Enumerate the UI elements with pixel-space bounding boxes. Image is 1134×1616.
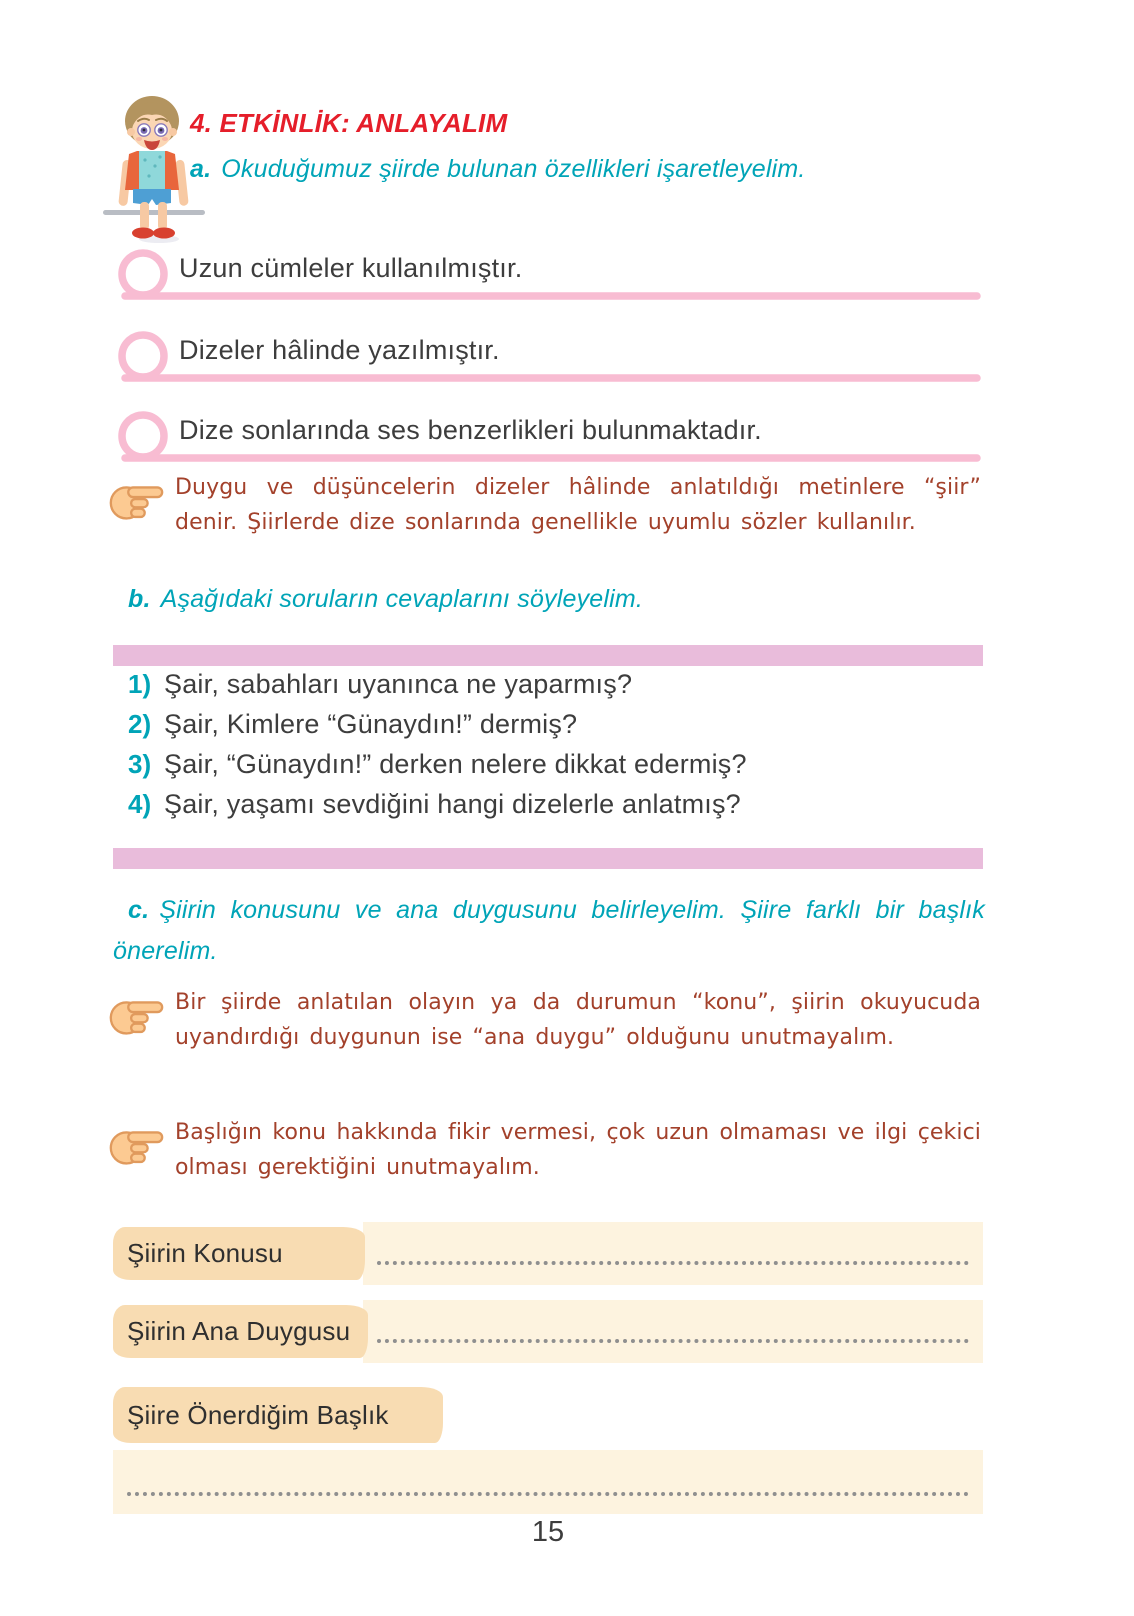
field-label-box [113,1227,365,1280]
question-row [128,664,983,704]
checkbox-circle[interactable] [122,253,164,295]
question-number: 2) [128,708,152,739]
field-label-box [113,1387,443,1443]
checkbox-circle[interactable] [122,415,164,457]
question-row [128,704,983,744]
tip-note [113,470,985,540]
checklist-item-label: Dize sonlarında ses benzerlikleri bulunmaktadır. [179,415,762,445]
field-label: Şiirin Konusu [127,1238,283,1268]
checklist-item-label: Uzun cümleler kullanılmıştır. [179,253,523,283]
question-text: Şair, Kimlere “Günaydın!” dermiş? [164,708,578,739]
checklist-item [113,323,985,383]
answer-line[interactable] [377,1339,969,1343]
instruction-b-prefix: b. [128,585,151,613]
form-field-suggested-title [113,1385,983,1445]
instruction-c-prefix: c. [128,896,150,924]
instruction-b-text: Aşağıdaki soruların cevaplarını söyleyelim. [160,585,644,613]
instruction-c [113,890,985,972]
field-label: Şiirin Ana Duygusu [127,1316,351,1346]
field-label: Şiire Önerdiğim Başlık [127,1399,389,1430]
tip-note [113,985,985,1055]
checkbox-circle[interactable] [122,335,164,377]
instruction-b [128,585,643,614]
question-number: 4) [128,788,152,819]
pointing-hand-icon [105,472,167,528]
tip-note [113,1115,985,1185]
answer-line[interactable] [377,1261,969,1265]
answer-line[interactable] [127,1492,969,1496]
question-number: 3) [128,748,152,779]
note-text: Duygu ve düşüncelerin dizeler hâlinde anlatıldığı metinlere “şiir” denir. Şiirlerde dize sonlarında genellikle uyumlu sözler kullanılır. [175,475,981,535]
form-field-poem-topic [113,1222,983,1285]
question-row [128,784,983,824]
question-list [128,664,983,824]
question-text: Şair, “Günaydın!” derken nelere dikkat edermiş? [164,748,747,779]
question-text: Şair, yaşamı sevdiğini hangi dizelerle anlatmış? [164,788,741,819]
note-text: Bir şiirde anlatılan olayın ya da durumun “konu”, şiirin okuyucuda uyandırdığı duygunun ise “ana duygu” olduğunu unutmayalım. [175,990,981,1050]
form-field-poem-main-emotion [113,1300,983,1363]
instruction-a-text: Okuduğumuz şiirde bulunan özellikleri işaretleyelim. [221,155,806,183]
field-label-box [113,1305,368,1358]
pointing-hand-icon [105,1117,167,1173]
activity-title: 4. ETKİNLİK: ANLAYALIM [190,108,508,138]
checklist-item [113,403,985,463]
note-text: Başlığın konu hakkında fikir vermesi, çok uzun olmaması ve ilgi çekici olması gerektiğini unutmayalım. [175,1120,981,1180]
question-number: 1) [128,668,152,699]
question-row [128,744,983,784]
checklist-item-label: Dizeler hâlinde yazılmıştır. [179,335,500,365]
divider-bar [113,645,983,666]
answer-area[interactable] [363,1222,983,1285]
answer-area[interactable] [363,1300,983,1363]
instruction-c-text: Şiirin konusunu ve ana duygusunu belirleyelim. Şiire farklı bir başlık önerelim. [113,896,985,965]
instruction-a-prefix: a. [190,155,212,183]
question-text: Şair, sabahları uyanınca ne yaparmış? [164,668,633,699]
answer-area[interactable] [113,1450,983,1514]
instruction-a [190,155,806,184]
checklist-item [113,241,985,301]
pointing-hand-icon [105,987,167,1043]
divider-bar [113,848,983,869]
page-number: 15 [531,1516,565,1548]
